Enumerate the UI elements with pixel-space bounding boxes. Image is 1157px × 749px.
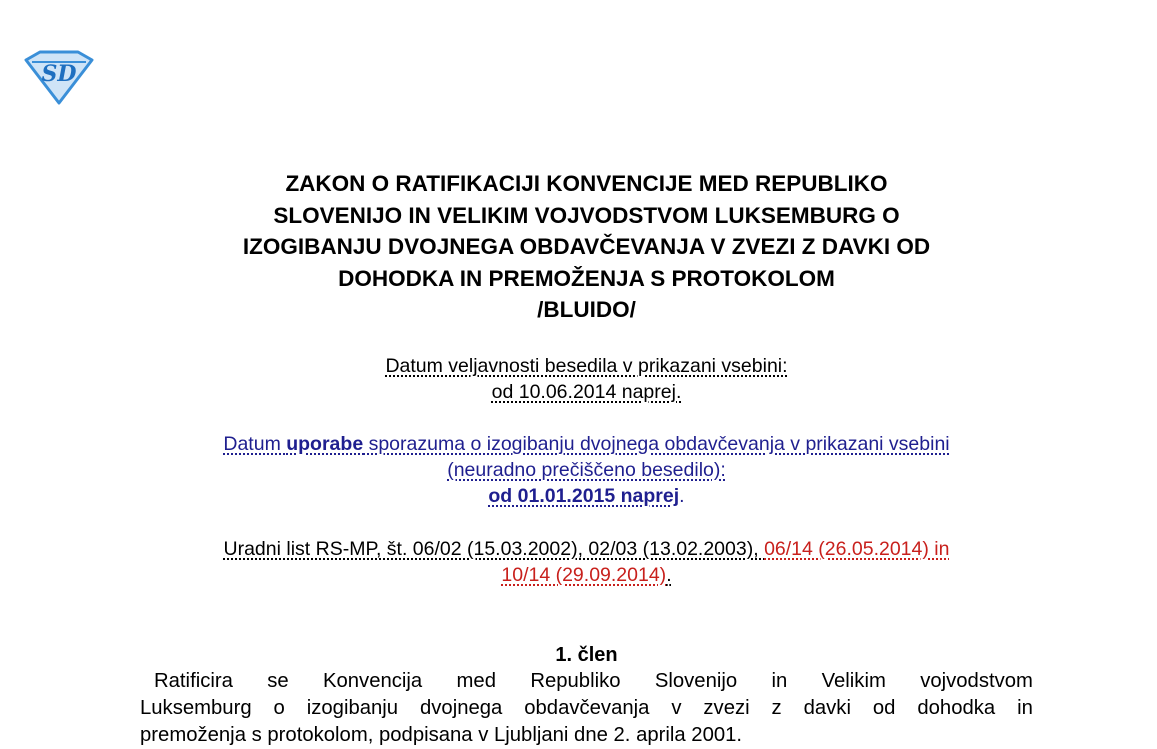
title-line: /BLUIDO/ (537, 297, 636, 322)
paragraph-word: Konvencija (322, 670, 423, 692)
paragraph-word: se (267, 670, 289, 692)
paragraph-word: izogibanju (306, 697, 399, 719)
document-title (140, 168, 1033, 326)
application-block: Datum uporabe sporazuma o izogibanju dvojnega obdavčevanja v prikazani vsebini (neuradno prečiščeno besedilo): od 01.01.2015 naprej. (223, 433, 950, 507)
paragraph-word: Republiko (530, 670, 621, 692)
validity-block (140, 353, 1033, 405)
paragraph-word: o (273, 697, 285, 719)
application-date-label[interactable]: Datum uporabe sporazuma o izogibanju dvojnega obdavčevanja v prikazani vsebini (223, 433, 950, 455)
consolidated-text-note[interactable]: (neuradno prečiščeno besedilo): (447, 459, 726, 481)
paragraph-word: Velikim (821, 670, 886, 692)
title-line: ZAKON O RATIFIKACIJI KONVENCIJE MED REPUBLIKO (285, 171, 888, 196)
paragraph-word: Ratificira (154, 670, 233, 692)
sd-shield-logo-icon (22, 48, 96, 106)
paragraph-word: zvezi (703, 697, 750, 719)
paragraph-word: z (771, 697, 782, 719)
article-paragraph (140, 668, 1033, 749)
paragraph-word: v (671, 697, 682, 719)
paragraph-word: Luksemburg (140, 697, 252, 719)
paragraph-word: in (1017, 697, 1033, 719)
paragraph-word: in (771, 670, 788, 692)
paragraph-line (140, 695, 1033, 722)
gazette-reference-red[interactable]: 06/14 (26.05.2014) in (764, 538, 950, 560)
validity-date-label[interactable]: Datum veljavnosti besedila v prikazani vsebini: (385, 355, 788, 377)
paragraph-word: obdavčevanja (524, 697, 650, 719)
title-line: IZOGIBANJU DVOJNEGA OBDAVČEVANJA V ZVEZI Z DAVKI OD (242, 234, 931, 259)
paragraph-word: dvojnega (420, 697, 503, 719)
title-line: SLOVENIJO IN VELIKIM VOJVODSTVOM LUKSEMBURG O (273, 202, 900, 228)
paragraph-word: Slovenijo (654, 670, 738, 692)
paragraph-word: vojvodstvom (920, 670, 1033, 692)
title-line: DOHODKA IN PREMOŽENJA S PROTOKOLOM (338, 265, 835, 291)
validity-date-value[interactable]: od 10.06.2014 naprej. (491, 381, 682, 403)
paragraph-line (140, 668, 1033, 695)
paragraph-line: premoženja s protokolom, podpisana v Ljubljani dne 2. aprila 2001. (140, 724, 743, 746)
paragraph-word: dohodka (917, 697, 996, 719)
gazette-references: Uradni list RS-MP, št. 06/02 (15.03.2002), 02/03 (13.02.2003), 06/14 (26.05.2014) in 10/14 (29.09.2014). (223, 538, 950, 586)
paragraph-word: davki (803, 697, 851, 719)
article-heading: 1. člen (555, 644, 618, 666)
application-date-value[interactable]: od 01.01.2015 naprej (488, 485, 680, 507)
paragraph-word: od (872, 697, 896, 719)
gazette-reference-black[interactable]: Uradni list RS-MP, št. 06/02 (15.03.2002), 02/03 (13.02.2003), (223, 538, 765, 560)
paragraph-word: med (456, 670, 496, 692)
logo-letters: SD (41, 61, 77, 87)
gazette-reference-red[interactable]: 10/14 (29.09.2014) (501, 564, 667, 586)
